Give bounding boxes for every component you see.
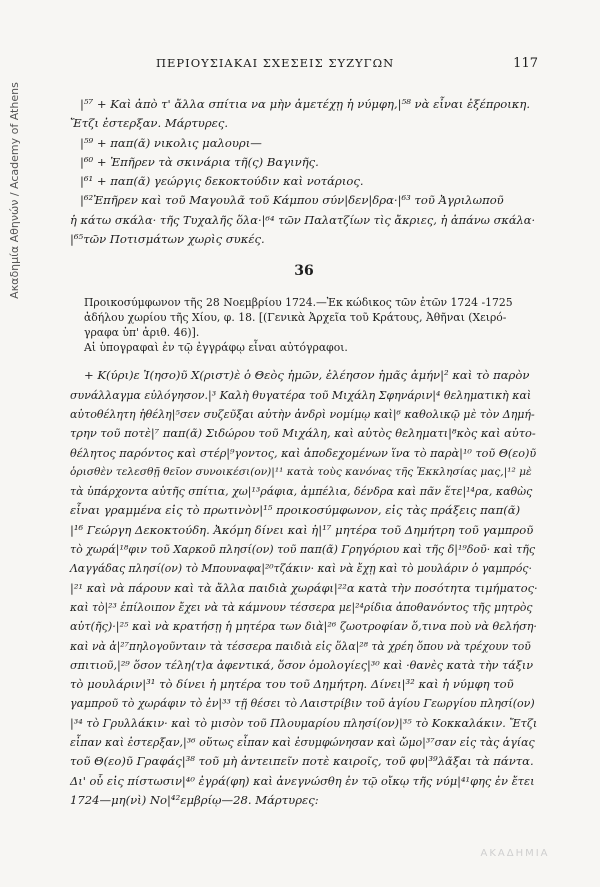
text-line: 1724—μη(νὶ) Νο|⁴²εμβρίῳ—28. Μάρτυρες: xyxy=(70,792,319,807)
text-line: Ἔτζι ἐστερξαν. Μάρτυρες. xyxy=(70,116,229,131)
text-line: εἶναι γραμμένα εἰς τὸ πρωτινὸν|¹⁵ προικοσύμφωνον, εἰς τὰς πράξεις παπ(ᾶ) xyxy=(70,503,521,518)
text-line: |²¹ καὶ νὰ πάρουν καὶ τὰ ἄλλα παιδιὰ χωράφι|²²α κατὰ τὴν ποσότητα τιμήματος· xyxy=(70,580,538,595)
text-line: γαμπροῦ τὸ χωράφιν τὸ ἐν|³³ τῇ θέσει τὸ Λαιστρίβιν τοῦ ἁγίου Γεωργίου πλησί(ον) xyxy=(70,697,535,711)
text-line: τὸ μουλάριν|³¹ τὸ δίνει ἡ μητέρα του τοῦ Δημήτρη. Δίνει|³² καὶ ἡ νύμφη τοῦ xyxy=(70,677,514,692)
text-line: τρην τοῦ ποτὲ|⁷ παπ(ᾶ) Σιδώρου τοῦ Μιχάλη, καὶ αὐτὸς θεληματι|⁸κὸς καὶ αὐτο- xyxy=(70,426,536,441)
text-line: καὶ τὸ|²³ ἐπίλοιπον ἔχει νὰ τὰ κάμνουν τέσσερα με|²⁴ρίδια ἀποθανόντος τῆς μητρὸς xyxy=(70,600,533,614)
page xyxy=(70,56,538,810)
text-line: + Κ(ύρι)ε Ἰ(ησο)ῦ Χ(ριστ)ὲ ὁ Θεὸς ἡμῶν, ἐλέησον ἡμᾶς ἀμήν|² καὶ τὸ παρὸν xyxy=(84,368,530,383)
text-line: αὐτ(ῆς)·|²⁵ καὶ νὰ κρατήσῃ ἡ μητέρα των διὰ|²⁶ ζωοτροφίαν ὅ,τινα ποὺ νὰ θελήση· xyxy=(70,620,537,634)
document-metadata xyxy=(70,295,538,340)
document-body xyxy=(70,366,538,810)
metadata-line: Προικοσύμφωνον τῆς 28 Νοεμβρίου 1724.—Ἐκ κώδικος τῶν ἐτῶν 1724 -1725 xyxy=(84,296,513,310)
text-line: σπιτιοῦ,|²⁹ ὅσον τέλη⟨τ⟩α ἀφεντικά, ὅσον ὁμολογίες|³⁰ καὶ ·θανὲς κατὰ τὴν τάξιν xyxy=(70,658,534,672)
text-line: τὰ ὑπάρχοντα αὐτῆς σπίτια, χω|¹³ράφια, ἀμπέλια, δένδρα καὶ πᾶν ἕτε|¹⁴ρα, καθὼς xyxy=(70,485,533,499)
text-line: συνάλλαγμα εὐλόγησον.|³ Καλὴ θυγατέρα τοῦ Μιχάλη Σφηνάριν|⁴ θεληματικὴ καὶ xyxy=(70,388,532,402)
text-line: |⁶⁰ + Ἐπῆρεν τὰ σκινάρια τῆ(ς) Βαγινῆς. xyxy=(80,154,319,169)
page-number: 117 xyxy=(513,56,538,71)
text-line: ἡ κάτω σκάλα· τῆς Τυχαλῆς ὅλα·|⁶⁴ τῶν Παλατζίων τὶς ἄκριες, ἡ ἀπάνω σκάλα· xyxy=(70,212,536,227)
text-line: |³⁴ τὸ Γρυλλάκιν· καὶ τὸ μισὸν τοῦ Πλουμαρίου πλησί(ον)|³⁵ τὸ Κοκκαλάκιν. Ἔτζι xyxy=(70,716,538,730)
metadata-line: ἀδήλου χωρίου τῆς Χίου, φ. 18. [(Γενικὰ Ἀρχεῖα τοῦ Κράτους, Ἀθῆναι (Χειρό- xyxy=(84,311,507,325)
watermark-text: Ακαδημία Αθηνών / Academy of Athens xyxy=(7,81,21,299)
text-line: |⁶⁵τῶν Ποτισμάτων χωρὶς συκές. xyxy=(70,232,265,247)
signature-note: Αἱ ὑπογραφαὶ ἐν τῷ ἐγγράφῳ εἶναι αὐτόγραφοι. xyxy=(84,341,348,355)
metadata-line: γραφα ὑπ' ἀριθ. 46)]. xyxy=(84,326,200,340)
text-line: αὐτοθέλητη ἠθέλη|⁵σεν συζεῦξαι αὐτὴν ἀνδρὶ νομίμῳ καὶ|⁶ καθολικῷ μὲ τὸν Δημή- xyxy=(70,407,535,421)
text-line: θέλητος παρόντος καὶ στέρ|⁹γοντος, καὶ ἀποδεχομένων ἵνα τὸ παρὰ|¹⁰ τοῦ Θ(εο)ῦ xyxy=(70,446,537,460)
side-watermark xyxy=(4,40,24,340)
page-header xyxy=(70,56,538,71)
document-number: 36 xyxy=(294,263,314,280)
text-line: |⁶¹ + παπ(ᾶ) γεώργις δεκοκτούδιν καὶ νοτάριος. xyxy=(80,174,364,189)
text-line: |¹⁶ Γεώργη Δεκοκτούδη. Ἀκόμη δίνει καὶ ἡ|¹⁷ μητέρα τοῦ Δημήτρη τοῦ γαμπροῦ xyxy=(70,522,534,537)
library-stamp: ΑΚΑΔΗΜΙΑ xyxy=(480,847,550,859)
text-line: καὶ νὰ ἀ|²⁷πηλογοῦνταιν τὰ τέσσερα παιδιὰ εἰς ὅλα|²⁸ τὰ χρέη ὅπου νὰ τρέχουν τοῦ xyxy=(70,639,531,653)
text-line: |⁶²Ἐπῆρεν καὶ τοῦ Μαγουλᾶ τοῦ Κάμπου σύν|δεν|δρα·|⁶³ τοῦ Ἀγριλωποῦ xyxy=(80,193,504,208)
text-line: τὸ χωρά|¹⁸φιν τοῦ Χαρκοῦ πλησί(ον) τοῦ παπ(ᾶ) Γρηγόριου καὶ τῆς δ|¹⁹δοῦ· καὶ τῆς xyxy=(70,543,536,557)
text-line: ὁρισθὲν τελεσθῇ θεῖον συνοικέσι(ον)|¹¹ κατὰ τοὺς κανόνας τῆς Ἐκκλησίας μας,|¹² μὲ xyxy=(70,465,532,478)
previous-document-tail xyxy=(70,95,538,249)
text-line: Λαγγάδας πλησί(ον) τὸ Μπουναφα|²⁰τζάκιν· καὶ νὰ ἔχῃ καὶ τὸ μουλάριν ὁ γαμπρός· xyxy=(70,562,532,576)
text-line: τοῦ Θ(εο)ῦ Γραφάς|³⁸ τοῦ μὴ ἀντειπεῖν ποτὲ καιροῖς, τοῦ φυ|³⁹λᾶξαι τὰ πάντα. xyxy=(70,754,534,769)
text-line: |⁵⁹ + παπ(ᾶ) νικολις μαλουρι— xyxy=(80,135,262,150)
running-title: ΠΕΡΙΟΥΣΙΑΚΑΙ ΣΧΕΣΕΙΣ ΣΥΖΥΓΩΝ xyxy=(156,56,395,70)
text-line: εἶπαν καὶ ἐστερξαν,|³⁶ οὕτως εἶπαν καὶ ἐσυμφώνησαν καὶ ὤμο|³⁷σαν εἰς τὰς ἁγίας xyxy=(70,736,535,750)
text-line: |⁵⁷ + Καὶ ἀπὸ τ' ἄλλα σπίτια να μὴν ἀμετέχῃ ἡ νύμφη,|⁵⁸ νὰ εἶναι ἐξέπροικη. xyxy=(80,97,531,111)
text-line: Δι' οὗ εἰς πίστωσιν|⁴⁰ ἐγρά(φη) καὶ ἀνεγνώσθη ἐν τῷ οἴκῳ τῆς νύμ|⁴¹φης ἐν ἔτει xyxy=(70,773,535,788)
